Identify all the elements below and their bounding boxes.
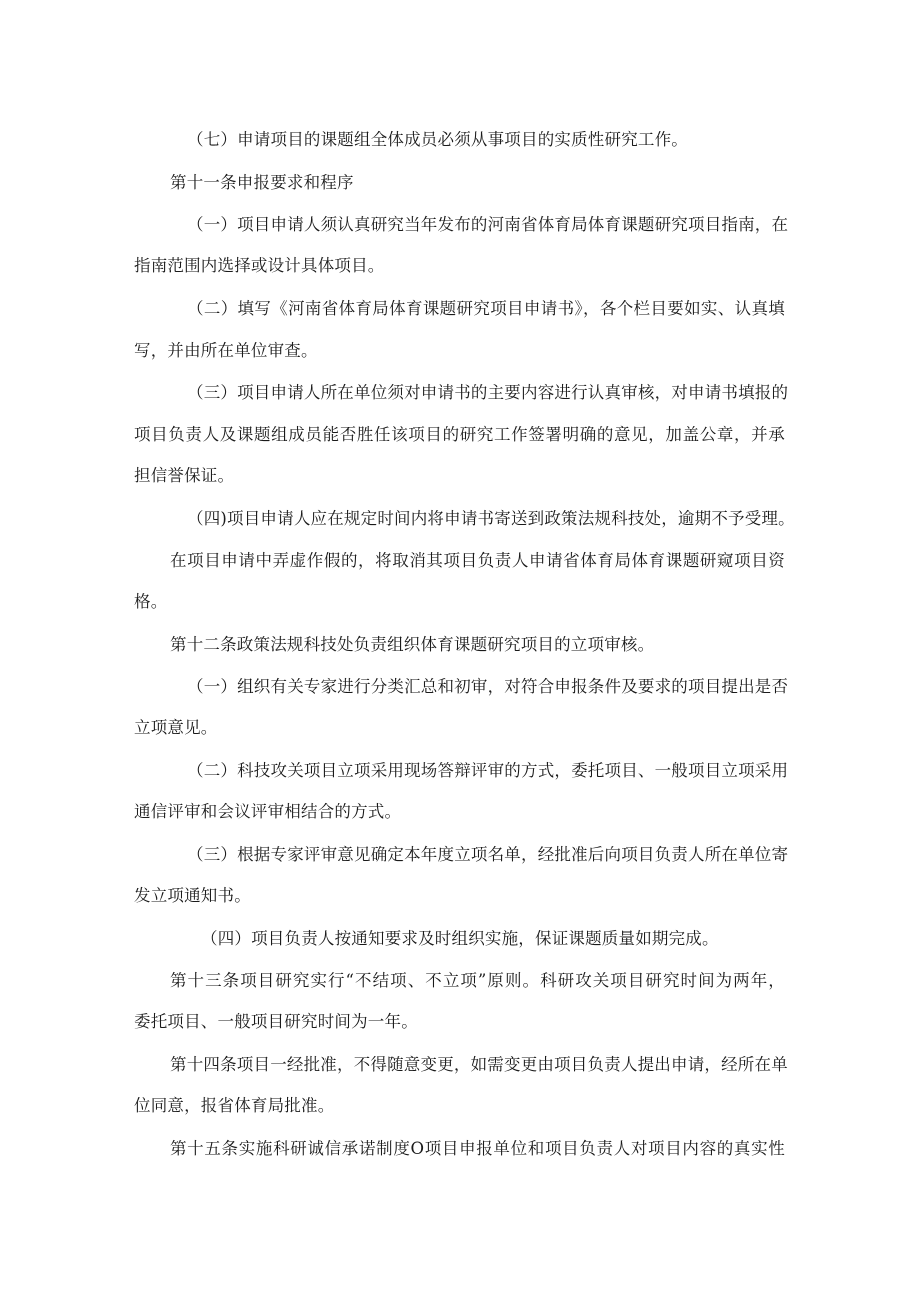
article-11-item-1-line-1: （一）项目申请人须认真研究当年发布的河南省体育局体育课题研究项目指南，在 xyxy=(187,215,789,234)
article-11-item-3-line-2: 项目负责人及课题组成员能否胜任该项目的研究工作签署明确的意见，加盖公章，并承 xyxy=(134,425,785,444)
article-11-note-line-1: 在项目申请中弄虚作假的，将取消其项目负责人申请省体育局体育课题研窥项目资 xyxy=(170,551,785,570)
article-11-heading: 第十一条申报要求和程序 xyxy=(170,173,354,192)
article-12-item-2-line-1: （二）科技攻关项目立项采用现场答辩评审的方式，委托项目、一般项目立项采用 xyxy=(187,761,789,780)
article-11-item-1-line-2: 指南范围内选择或设计具体项目。 xyxy=(134,256,385,275)
article-13-line-1: 第十三条项目研究实行“不结项、不立项”原则。科研攻关项目研究时间为两年， xyxy=(170,971,785,990)
article-12-item-2-line-2: 通信评审和会议评审相结合的方式。 xyxy=(134,802,402,821)
article-11-item-3-line-3: 担信誉保证。 xyxy=(134,466,235,485)
article-12-item-4-line: （四）项目负责人按通知要求及时组织实施，保证课题质量如期完成。 xyxy=(201,929,719,948)
article-14-line-1: 第十四条项目一经批准，不得随意变更，如需变更由项目负责人提出申请，经所在单 xyxy=(170,1055,788,1074)
article-11-item-3-line-1: （三）项目申请人所在单位须对申请书的主要内容进行认真审核，对申请书填报的 xyxy=(187,383,789,402)
article-12-item-3-line-2: 发立项通知书。 xyxy=(134,886,251,905)
article-11-note-line-2: 格。 xyxy=(134,592,168,611)
article-15-line-1: 第十五条实施科研诚信承诺制度O项目申报单位和项目负责人对项目内容的真实性 xyxy=(170,1139,785,1158)
article-13-line-2: 委托项目、一般项目研究时间为一年。 xyxy=(134,1012,418,1031)
article-12-item-1-line-1: （一）组织有关专家进行分类汇总和初审，对符合申报条件及要求的项目提出是否 xyxy=(187,677,789,696)
clause-7-line: （七）申请项目的课题组全体成员必须从事项目的实质性研究工作。 xyxy=(187,130,688,149)
article-12-item-3-line-1: （三）根据专家评审意见确定本年度立项名单，经批准后向项目负责人所在单位寄 xyxy=(187,845,789,864)
article-11-item-2-line-1: （二）填写《河南省体育局体育课题研究项目申请书》，各个栏目要如实、认真填 xyxy=(187,299,785,318)
article-11-item-4-line: （四)项目申请人应在规定时间内将申请书寄送到政策法规科技处，逾期不予受理。 xyxy=(187,509,795,528)
article-11-item-2-line-2: 写，并由所在单位审查。 xyxy=(134,341,318,360)
article-12-item-1-line-2: 立项意见。 xyxy=(134,718,218,737)
article-12-heading: 第十二条政策法规科技处负责组织体育课题研究项目的立项审核。 xyxy=(170,635,655,654)
article-14-line-2: 位同意，报省体育局批准。 xyxy=(134,1096,335,1115)
